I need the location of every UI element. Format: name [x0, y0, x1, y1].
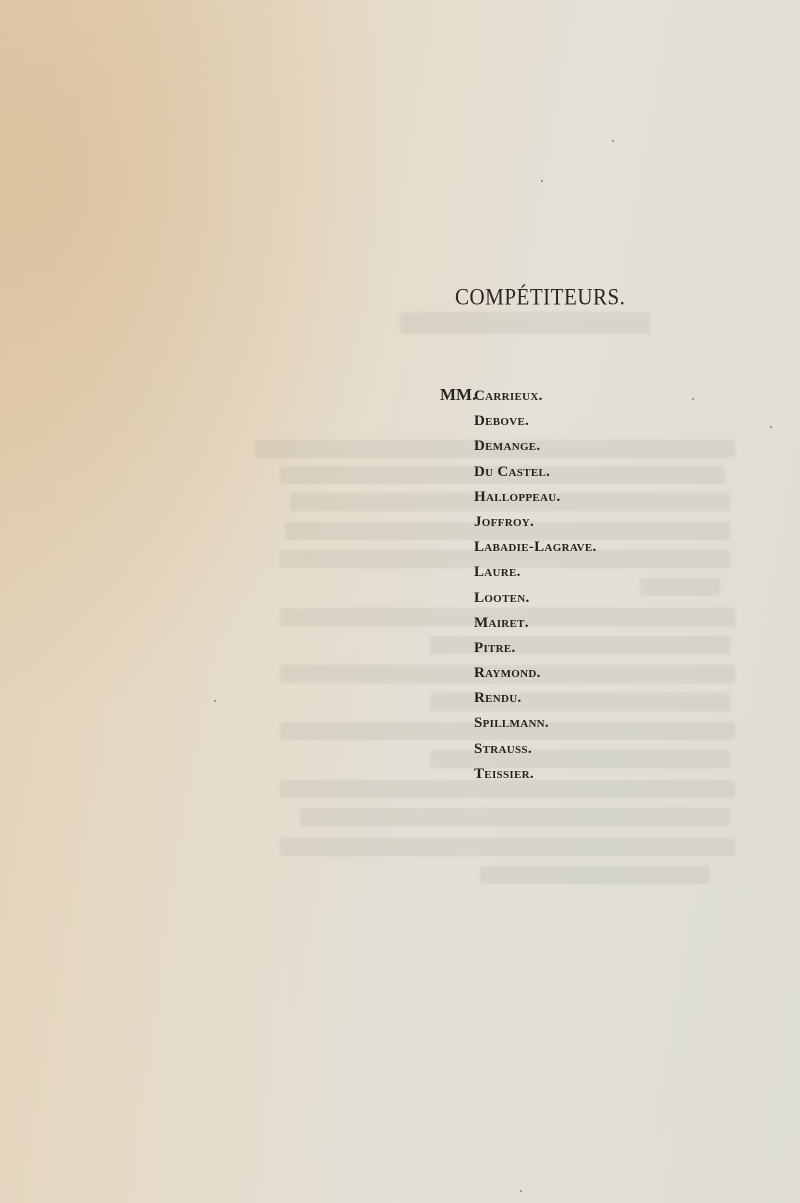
list-item: Mairet. [474, 614, 529, 631]
list-item: Joffroy. [474, 513, 535, 530]
list-item: Raymond. [474, 665, 541, 682]
list-item: Demange. [474, 438, 541, 455]
list-item: Spillmann. [474, 715, 549, 732]
list-item: Strauss. [474, 740, 532, 757]
page-title: COMPÉTITEURS. [455, 283, 626, 310]
list-item: Carrieux. [474, 388, 543, 404]
list-item: Labadie-Lagrave. [474, 539, 597, 556]
list-item: Looten. [474, 589, 530, 606]
list-item: Teissier. [474, 765, 534, 782]
competitor-list [474, 384, 597, 787]
list-item: Rendu. [474, 690, 522, 707]
list-item: Halloppeau. [474, 488, 561, 505]
list-item: Du Castel. [474, 463, 551, 480]
list-item: Laure. [474, 564, 521, 581]
list-item: Pitre. [474, 639, 516, 656]
honorific-prefix: MM. [440, 385, 477, 404]
list-item: Debove. [474, 413, 530, 430]
